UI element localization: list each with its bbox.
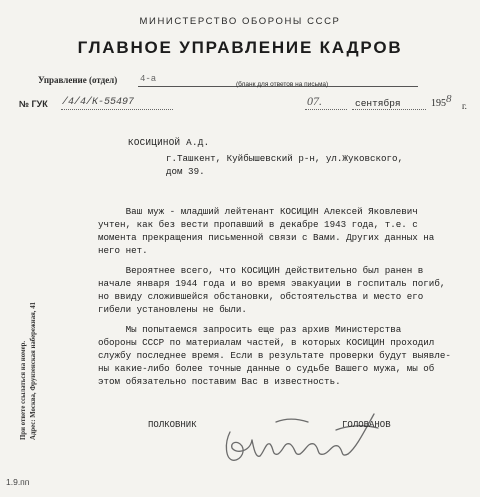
date-day-underline [305, 109, 347, 110]
body-line: него нет. [98, 245, 148, 256]
body-line: гибели установлены не были. [98, 304, 247, 315]
body-line: Ваш муж - младший лейтенант КОСИЦИН Алексей Яковлевич [98, 206, 418, 217]
footer-code: 1.9.пп [6, 477, 30, 487]
date-year-printed: 195 [431, 98, 446, 109]
signatory-rank: ПОЛКОВНИК [148, 420, 197, 430]
body-line: учтен, как без вести пропавший в декабре 1943 года, т.е. с [98, 219, 418, 230]
date-month-underline [352, 109, 426, 110]
letterhead-title: ГЛАВНОЕ УПРАВЛЕНИЕ КАДРОВ [77, 38, 403, 57]
addressee-address-line-2: дом 39. [166, 166, 205, 177]
margin-note-address: Адрес: Москва, Фрунзенская набережная, 41 [30, 302, 37, 440]
body-line: ны какие-либо более точные данные о судьбе Вашего мужа, мы об [98, 363, 435, 374]
body-line: момента прекращения письменной связи с Вами. Других данных на [98, 232, 435, 243]
reference-number: /4/4/К-55497 [62, 97, 135, 108]
body-line: Мы попытаемся запросить еще раз архив Министерства [98, 324, 402, 335]
addressee-address-line-1: г.Ташкент, Куйбышевский р-н, ул.Жуковского, [166, 153, 404, 164]
date-month: сентября [355, 98, 401, 109]
body-line: службу последнее время. Если в результате проверки будут выявле- [98, 350, 451, 361]
addressee-name: КОСИЦИНОЙ А.Д. [128, 137, 210, 148]
body-line: но ввиду сложившейся обстановки, обстоятельства и место его [98, 291, 424, 302]
department-label: Управление (отдел) [38, 75, 118, 85]
reference-date-row [19, 93, 467, 111]
date-year-handwritten: 8 [446, 93, 452, 105]
signatory-name: ГОЛОВАНОВ [342, 420, 391, 430]
margin-note-reply: При ответе ссылаться на номер. [20, 340, 27, 440]
handwritten-signature [216, 402, 386, 472]
body-line: Вероятнее всего, что КОСИЦИН действительно был ранен в [98, 265, 424, 276]
reference-underline [61, 109, 173, 110]
date-day: 07. [307, 94, 322, 108]
body-line: этом обязательно поставим Вас в известность. [98, 376, 341, 387]
department-value: 4-а [140, 74, 157, 84]
reference-label: № ГУК [19, 99, 48, 109]
body-line: обороны СССР по материалам частей, в которых КОСИЦИН проходил [98, 337, 435, 348]
ministry-name: МИНИСТЕРСТВО ОБОРОНЫ СССР [139, 16, 341, 27]
form-note: (бланк для ответов на письма) [236, 81, 329, 88]
department-row [38, 75, 458, 89]
body-line: начале января 1944 года и во время эвакуации в госпиталь погиб, [98, 278, 446, 289]
date-suffix: г. [462, 101, 467, 111]
